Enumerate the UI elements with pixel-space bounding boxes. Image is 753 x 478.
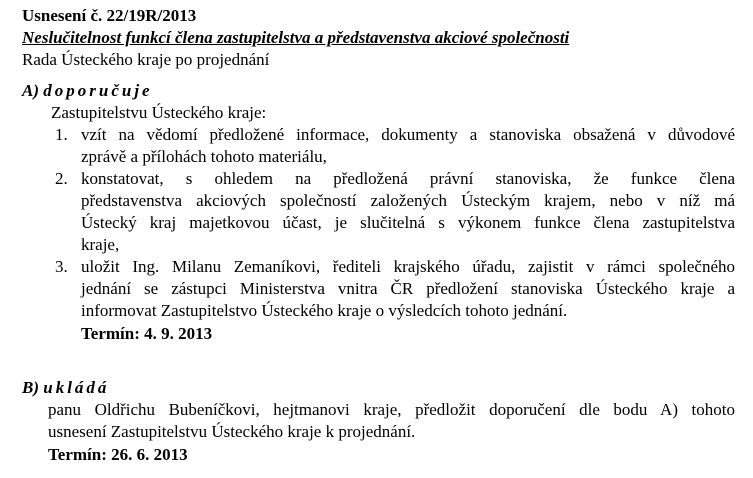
section-a-heading	[22, 80, 153, 102]
section-b-deadline: Termín: 26. 6. 2013	[48, 445, 188, 464]
item-3-line-3: informovat Zastupitelstvo Ústeckého kraje o výsledcích tohoto jednání.	[81, 301, 568, 320]
resolution-intro: Rada Ústeckého kraje po projednání	[22, 50, 270, 69]
section-a-addressee: Zastupitelstvu Ústeckého kraje:	[51, 103, 267, 122]
item-3-number: 3.	[55, 257, 68, 276]
section-b-heading	[22, 377, 109, 399]
section-b-label: B)	[22, 378, 39, 397]
item-2-line-4: kraje,	[81, 235, 120, 254]
item-2-line-1: konstatovat, s ohledem na předložená právní stanoviska, že funkce člena	[81, 169, 735, 188]
section-a-verb: doporučuje	[43, 81, 153, 100]
item-3-line-1: uložit Ing. Milanu Zemaníkovi, řediteli krajského úřadu, zajistit v rámci společného	[81, 257, 735, 276]
item-2-line-3: Ústecký kraj majetkovou účast, je slučitelná s výkonem funkce člena zastupitelstva	[81, 213, 735, 232]
section-b-line-2: usnesení Zastupitelstvu Ústeckého kraje k projednání.	[48, 422, 416, 441]
section-b-verb: ukládá	[43, 378, 110, 397]
section-b-line-1: panu Oldřichu Bubeníčkovi, hejtmanovi kraje, předložit doporučení dle bodu A) tohoto	[48, 400, 735, 419]
resolution-number: Usnesení č. 22/19R/2013	[22, 6, 197, 25]
section-a-label: A)	[22, 81, 39, 100]
item-2-number: 2.	[55, 169, 68, 188]
item-3-line-2: jednání se zástupci Ministerstva vnitra ČR předložení stanoviska Ústeckého kraje a	[81, 279, 735, 298]
section-a-deadline: Termín: 4. 9. 2013	[81, 324, 213, 343]
resolution-subject: Neslučitelnost funkcí člena zastupitelstva a představenstva akciové společnosti	[22, 28, 570, 47]
item-1-line-2: zprávě a přílohách tohoto materiálu,	[81, 147, 327, 166]
item-1-number: 1.	[55, 125, 68, 144]
item-2-line-2: představenstva akciových společností založených Ústeckým krajem, nebo v níž má	[81, 191, 735, 210]
item-1-line-1: vzít na vědomí předložené informace, dokumenty a stanoviska obsažená v důvodové	[81, 125, 735, 144]
